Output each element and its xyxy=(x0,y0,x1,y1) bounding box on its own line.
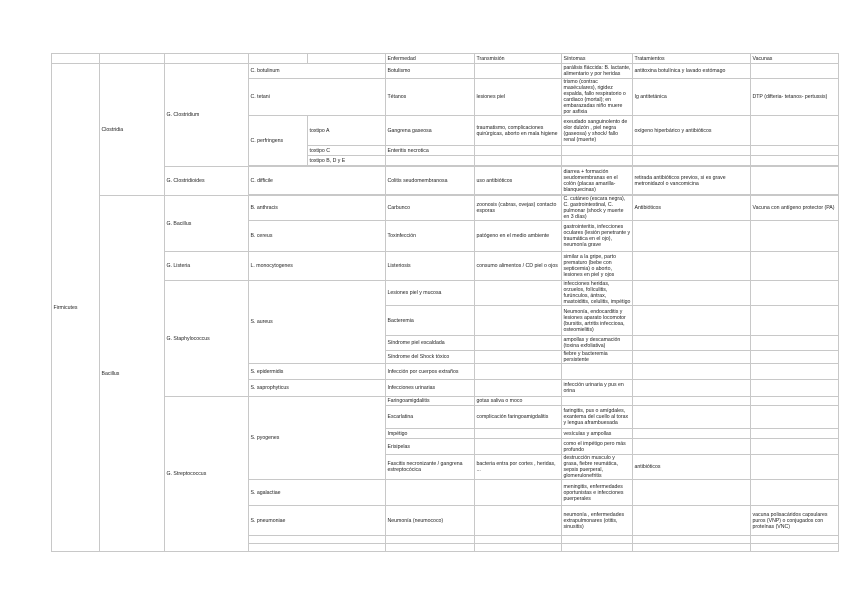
empty-cell[interactable] xyxy=(386,536,475,544)
vaccine-cell[interactable] xyxy=(751,146,839,156)
disease-cell[interactable]: Síndrome del Shock tóxico xyxy=(386,351,475,364)
transmission-cell[interactable] xyxy=(475,64,562,79)
treatment-cell[interactable] xyxy=(633,281,751,306)
vaccine-cell[interactable] xyxy=(751,252,839,281)
table-row xyxy=(52,281,839,306)
vaccine-cell[interactable] xyxy=(751,455,839,480)
disease-cell[interactable]: Botulismo xyxy=(386,64,475,79)
symptoms-cell[interactable]: trismo (contrac maséculares), rigidez espalda, fallo respiratorio o cardiaco (mortal); en embarazadas niño muere por asfixia xyxy=(562,79,633,116)
table-row xyxy=(52,196,839,221)
transmission-cell[interactable] xyxy=(475,439,562,455)
class-cell[interactable]: Bacillus xyxy=(100,196,165,552)
transmission-cell[interactable] xyxy=(475,480,562,506)
vaccine-cell[interactable] xyxy=(751,281,839,306)
treatment-cell[interactable]: antitoxina botulínica y lavado estómago xyxy=(633,64,751,79)
empty-cell[interactable] xyxy=(475,544,562,552)
species-cell[interactable]: S. pneumoniae xyxy=(249,506,386,536)
treatment-cell[interactable]: oxígeno hiperbárico y antibióticos xyxy=(633,116,751,146)
treatment-cell[interactable] xyxy=(633,480,751,506)
transmission-cell[interactable] xyxy=(475,156,562,166)
treatment-cell[interactable] xyxy=(633,506,751,536)
symptoms-cell[interactable] xyxy=(562,364,633,380)
transmission-cell[interactable] xyxy=(475,429,562,439)
vaccine-cell[interactable] xyxy=(751,480,839,506)
vaccine-cell[interactable]: DTP (difteria- tetanos- pertussis) xyxy=(751,79,839,116)
empty-cell[interactable] xyxy=(52,54,100,64)
disease-cell[interactable]: Impétigo xyxy=(386,429,475,439)
species-cell[interactable]: B. anthracis xyxy=(249,196,386,221)
symptoms-cell[interactable]: gastrointeritis, infecciones oculares (lesión penetrante y traumática en el ojo), neumonía grave xyxy=(562,221,633,252)
treatment-cell[interactable] xyxy=(633,146,751,156)
transmission-cell[interactable]: gotas saliva o moco xyxy=(475,397,562,406)
empty-cell[interactable] xyxy=(308,54,386,64)
treatment-cell[interactable] xyxy=(633,221,751,252)
disease-cell[interactable]: Gangrena gaseosa xyxy=(386,116,475,146)
symptoms-cell[interactable]: C. cutáneo (escara negra), C. gastrointestinal, C. pulmonar (shock y muerte en 3 días) xyxy=(562,196,633,221)
header-row xyxy=(52,54,839,64)
transmission-cell[interactable] xyxy=(475,281,562,306)
vaccine-cell[interactable] xyxy=(751,351,839,364)
disease-cell[interactable]: Neumonía (neumococo) xyxy=(386,506,475,536)
empty-cell[interactable] xyxy=(562,536,633,544)
disease-cell[interactable]: Listeriosis xyxy=(386,252,475,281)
vaccine-cell[interactable]: Vacuna con antígeno protector (PA) xyxy=(751,196,839,221)
species-cell[interactable]: S. pyogenes xyxy=(249,397,386,480)
vaccine-cell[interactable] xyxy=(751,439,839,455)
species-cell[interactable]: B. cereus xyxy=(249,221,386,252)
transmission-cell[interactable]: patógeno en el medio ambiente xyxy=(475,221,562,252)
treatment-cell[interactable] xyxy=(633,406,751,429)
species-cell[interactable]: S. agalactiae xyxy=(249,480,386,506)
header-transmision[interactable]: Transmisión xyxy=(475,54,562,64)
disease-cell[interactable]: Escarlatina xyxy=(386,406,475,429)
header-enfermedad[interactable]: Enfermedad xyxy=(386,54,475,64)
symptoms-cell[interactable]: vesículas y ampollas xyxy=(562,429,633,439)
disease-cell[interactable]: Toxinfección xyxy=(386,221,475,252)
genus-cell[interactable]: G. Clostridioides xyxy=(165,167,249,196)
species-cell[interactable]: C. botulinum xyxy=(249,64,386,79)
vaccine-cell[interactable] xyxy=(751,167,839,195)
class-cell[interactable]: Clostridia xyxy=(100,64,165,196)
vaccine-cell[interactable] xyxy=(751,336,839,351)
disease-cell[interactable] xyxy=(386,156,475,166)
disease-cell[interactable]: Enteritis necrotica xyxy=(386,146,475,156)
treatment-cell[interactable]: antibióticos xyxy=(633,455,751,480)
symptoms-cell[interactable]: parálisis fláccida: B. lactante, alimentario y por heridas xyxy=(562,64,633,79)
table-row xyxy=(52,167,839,195)
toxotype-cell[interactable]: toxtipo C xyxy=(308,146,386,156)
transmission-cell[interactable] xyxy=(475,380,562,397)
treatment-cell[interactable]: Antibióticos xyxy=(633,196,751,221)
treatment-cell[interactable] xyxy=(633,439,751,455)
vaccine-cell[interactable] xyxy=(751,116,839,146)
genus-cell[interactable]: G. Bacillus xyxy=(165,196,249,252)
disease-cell[interactable]: Síndrome piel escaldada xyxy=(386,336,475,351)
symptoms-cell[interactable]: diarrea + formación seudomembranas en el colón (placas amarilla-blanquecinas) xyxy=(562,167,633,195)
treatment-cell[interactable] xyxy=(633,252,751,281)
symptoms-cell[interactable]: similar a la gripe, parto prematuro (bebe con septicemia) o aborto, lesiones en piel y ojos xyxy=(562,252,633,281)
vaccine-cell[interactable] xyxy=(751,429,839,439)
symptoms-cell[interactable]: Neumonía, endocarditis y lesiones aparato locomotor (bursitis, artritis infecciosa, osteomielitis) xyxy=(562,306,633,336)
empty-cell[interactable] xyxy=(386,544,475,552)
treatment-cell[interactable] xyxy=(633,351,751,364)
species-cell[interactable]: C. perfringens xyxy=(249,116,308,166)
disease-cell[interactable]: Erisipelas xyxy=(386,439,475,455)
vaccine-cell[interactable] xyxy=(751,406,839,429)
transmission-cell[interactable]: uso antibióticos xyxy=(475,167,562,195)
species-cell[interactable]: C. tetani xyxy=(249,79,386,116)
treatment-cell[interactable]: retirada antibióticos previos, si es grave metronidazol o vancomicina xyxy=(633,167,751,195)
genus-cell[interactable]: G. Clostridium xyxy=(165,64,249,167)
treatment-cell[interactable] xyxy=(633,397,751,406)
empty-cell[interactable] xyxy=(249,54,308,64)
vaccine-cell[interactable] xyxy=(751,380,839,397)
empty-cell[interactable] xyxy=(562,544,633,552)
treatment-cell[interactable] xyxy=(633,364,751,380)
disease-cell[interactable] xyxy=(386,480,475,506)
vaccine-cell[interactable] xyxy=(751,364,839,380)
disease-cell[interactable]: Carbunco xyxy=(386,196,475,221)
transmission-cell[interactable]: traumatismo, complicaciones quirúrgicas, aborto en mala higiene xyxy=(475,116,562,146)
vaccine-cell[interactable] xyxy=(751,64,839,79)
genus-cell[interactable]: G. Streptococcus xyxy=(165,397,249,552)
treatment-cell[interactable] xyxy=(633,306,751,336)
symptoms-cell[interactable]: meningitis, enfermedades oportunistas e infecciones puerperales xyxy=(562,480,633,506)
treatment-cell[interactable]: Ig antitetánica xyxy=(633,79,751,116)
species-cell[interactable]: L. monocytogenes xyxy=(249,252,386,281)
empty-cell[interactable] xyxy=(633,544,751,552)
toxotype-cell[interactable]: toxtipo A xyxy=(308,116,386,146)
empty-cell[interactable] xyxy=(633,536,751,544)
symptoms-cell[interactable]: exeudado sanguinolento de olor dulzón , piel negra (gaseosa) y shock/ fallo renal (muerte) xyxy=(562,116,633,146)
disease-cell[interactable]: Faringoamigdalitis xyxy=(386,397,475,406)
empty-cell[interactable] xyxy=(165,54,249,64)
phylum-cell[interactable]: Firmicutes xyxy=(52,64,100,552)
transmission-cell[interactable] xyxy=(475,364,562,380)
symptoms-cell[interactable] xyxy=(562,146,633,156)
disease-cell[interactable]: Infección por cuerpos extraños xyxy=(386,364,475,380)
header-vacunas[interactable]: Vacunas xyxy=(751,54,839,64)
transmission-cell[interactable]: lesiones piel xyxy=(475,79,562,116)
empty-cell[interactable] xyxy=(100,54,165,64)
transmission-cell[interactable] xyxy=(475,306,562,336)
vaccine-cell[interactable] xyxy=(751,306,839,336)
toxotype-cell[interactable]: toxtipo B, D y E xyxy=(308,156,386,166)
table-row xyxy=(52,64,839,79)
vaccine-cell[interactable] xyxy=(751,156,839,166)
treatment-cell[interactable] xyxy=(633,380,751,397)
species-cell[interactable]: S. epidermidis xyxy=(249,364,386,380)
empty-cell[interactable] xyxy=(751,544,839,552)
disease-cell[interactable]: Bacteremia xyxy=(386,306,475,336)
symptoms-cell[interactable]: neumonía , enfermedades extrapulmonares (otitis, sinusitis) xyxy=(562,506,633,536)
transmission-cell[interactable] xyxy=(475,146,562,156)
header-sintomas[interactable]: Síntomas xyxy=(562,54,633,64)
table-row xyxy=(52,397,839,406)
symptoms-cell[interactable]: infecciones heridas, orzuelos, folículitis, furúnculos, ántrax, mastoiditis, celulitis, impétigo xyxy=(562,281,633,306)
disease-cell[interactable]: Lesiones piel y mucosa xyxy=(386,281,475,306)
table-row xyxy=(52,252,839,281)
disease-cell[interactable]: Infecciones urinarias xyxy=(386,380,475,397)
genus-cell[interactable]: G. Staphylococcus xyxy=(165,281,249,397)
vaccine-cell[interactable]: vacuna polisacáridos capsulares puros (VNP) o conjugados con proteínas (VNC) xyxy=(751,506,839,536)
treatment-cell[interactable] xyxy=(633,336,751,351)
symptoms-cell[interactable]: destrucción musculo y grasa, fiebre reumática, sepsis puerperal, glomerulonefritis xyxy=(562,455,633,480)
empty-cell[interactable] xyxy=(475,536,562,544)
symptoms-cell[interactable]: como el impétigo pero más profundo xyxy=(562,439,633,455)
species-cell[interactable]: S. aureus xyxy=(249,281,386,364)
disease-cell[interactable]: Fascitis necronizante / gangrena estreptocócica xyxy=(386,455,475,480)
transmission-cell[interactable] xyxy=(475,351,562,364)
microbiology-table xyxy=(51,53,839,552)
vaccine-cell[interactable] xyxy=(751,397,839,406)
symptoms-cell[interactable]: faringitis, pus o amígdales, exantema del cuello al torax y lengua aframbuesada xyxy=(562,406,633,429)
symptoms-cell[interactable] xyxy=(562,156,633,166)
treatment-cell[interactable] xyxy=(633,429,751,439)
vaccine-cell[interactable] xyxy=(751,221,839,252)
disease-cell[interactable]: Tétanos xyxy=(386,79,475,116)
disease-cell[interactable]: Colitis seudomembranosa xyxy=(386,167,475,195)
treatment-cell[interactable] xyxy=(633,156,751,166)
empty-cell[interactable] xyxy=(249,536,386,544)
symptoms-cell[interactable] xyxy=(562,397,633,406)
species-cell[interactable]: C. difficile xyxy=(249,167,386,195)
transmission-cell[interactable] xyxy=(475,506,562,536)
transmission-cell[interactable]: bacteria entra por cortes , heridas, ... xyxy=(475,455,562,480)
empty-cell[interactable] xyxy=(249,544,386,552)
transmission-cell[interactable]: zoonosis (cabras, ovejas) contacto esporas xyxy=(475,196,562,221)
transmission-cell[interactable]: consumo alimentos / CD piel o ojos xyxy=(475,252,562,281)
genus-cell[interactable]: G. Listeria xyxy=(165,252,249,281)
symptoms-cell[interactable]: ampollas y descamación (toxina exfoliativa) xyxy=(562,336,633,351)
header-tratamientos[interactable]: Tratamientos xyxy=(633,54,751,64)
symptoms-cell[interactable]: fiebre y bacteremia persistente xyxy=(562,351,633,364)
symptoms-cell[interactable]: infección urinaria y pus en orina xyxy=(562,380,633,397)
empty-cell[interactable] xyxy=(751,536,839,544)
species-cell[interactable]: S. saprophyticus xyxy=(249,380,386,397)
transmission-cell[interactable]: complicación faringoamigdalitis xyxy=(475,406,562,429)
transmission-cell[interactable] xyxy=(475,336,562,351)
